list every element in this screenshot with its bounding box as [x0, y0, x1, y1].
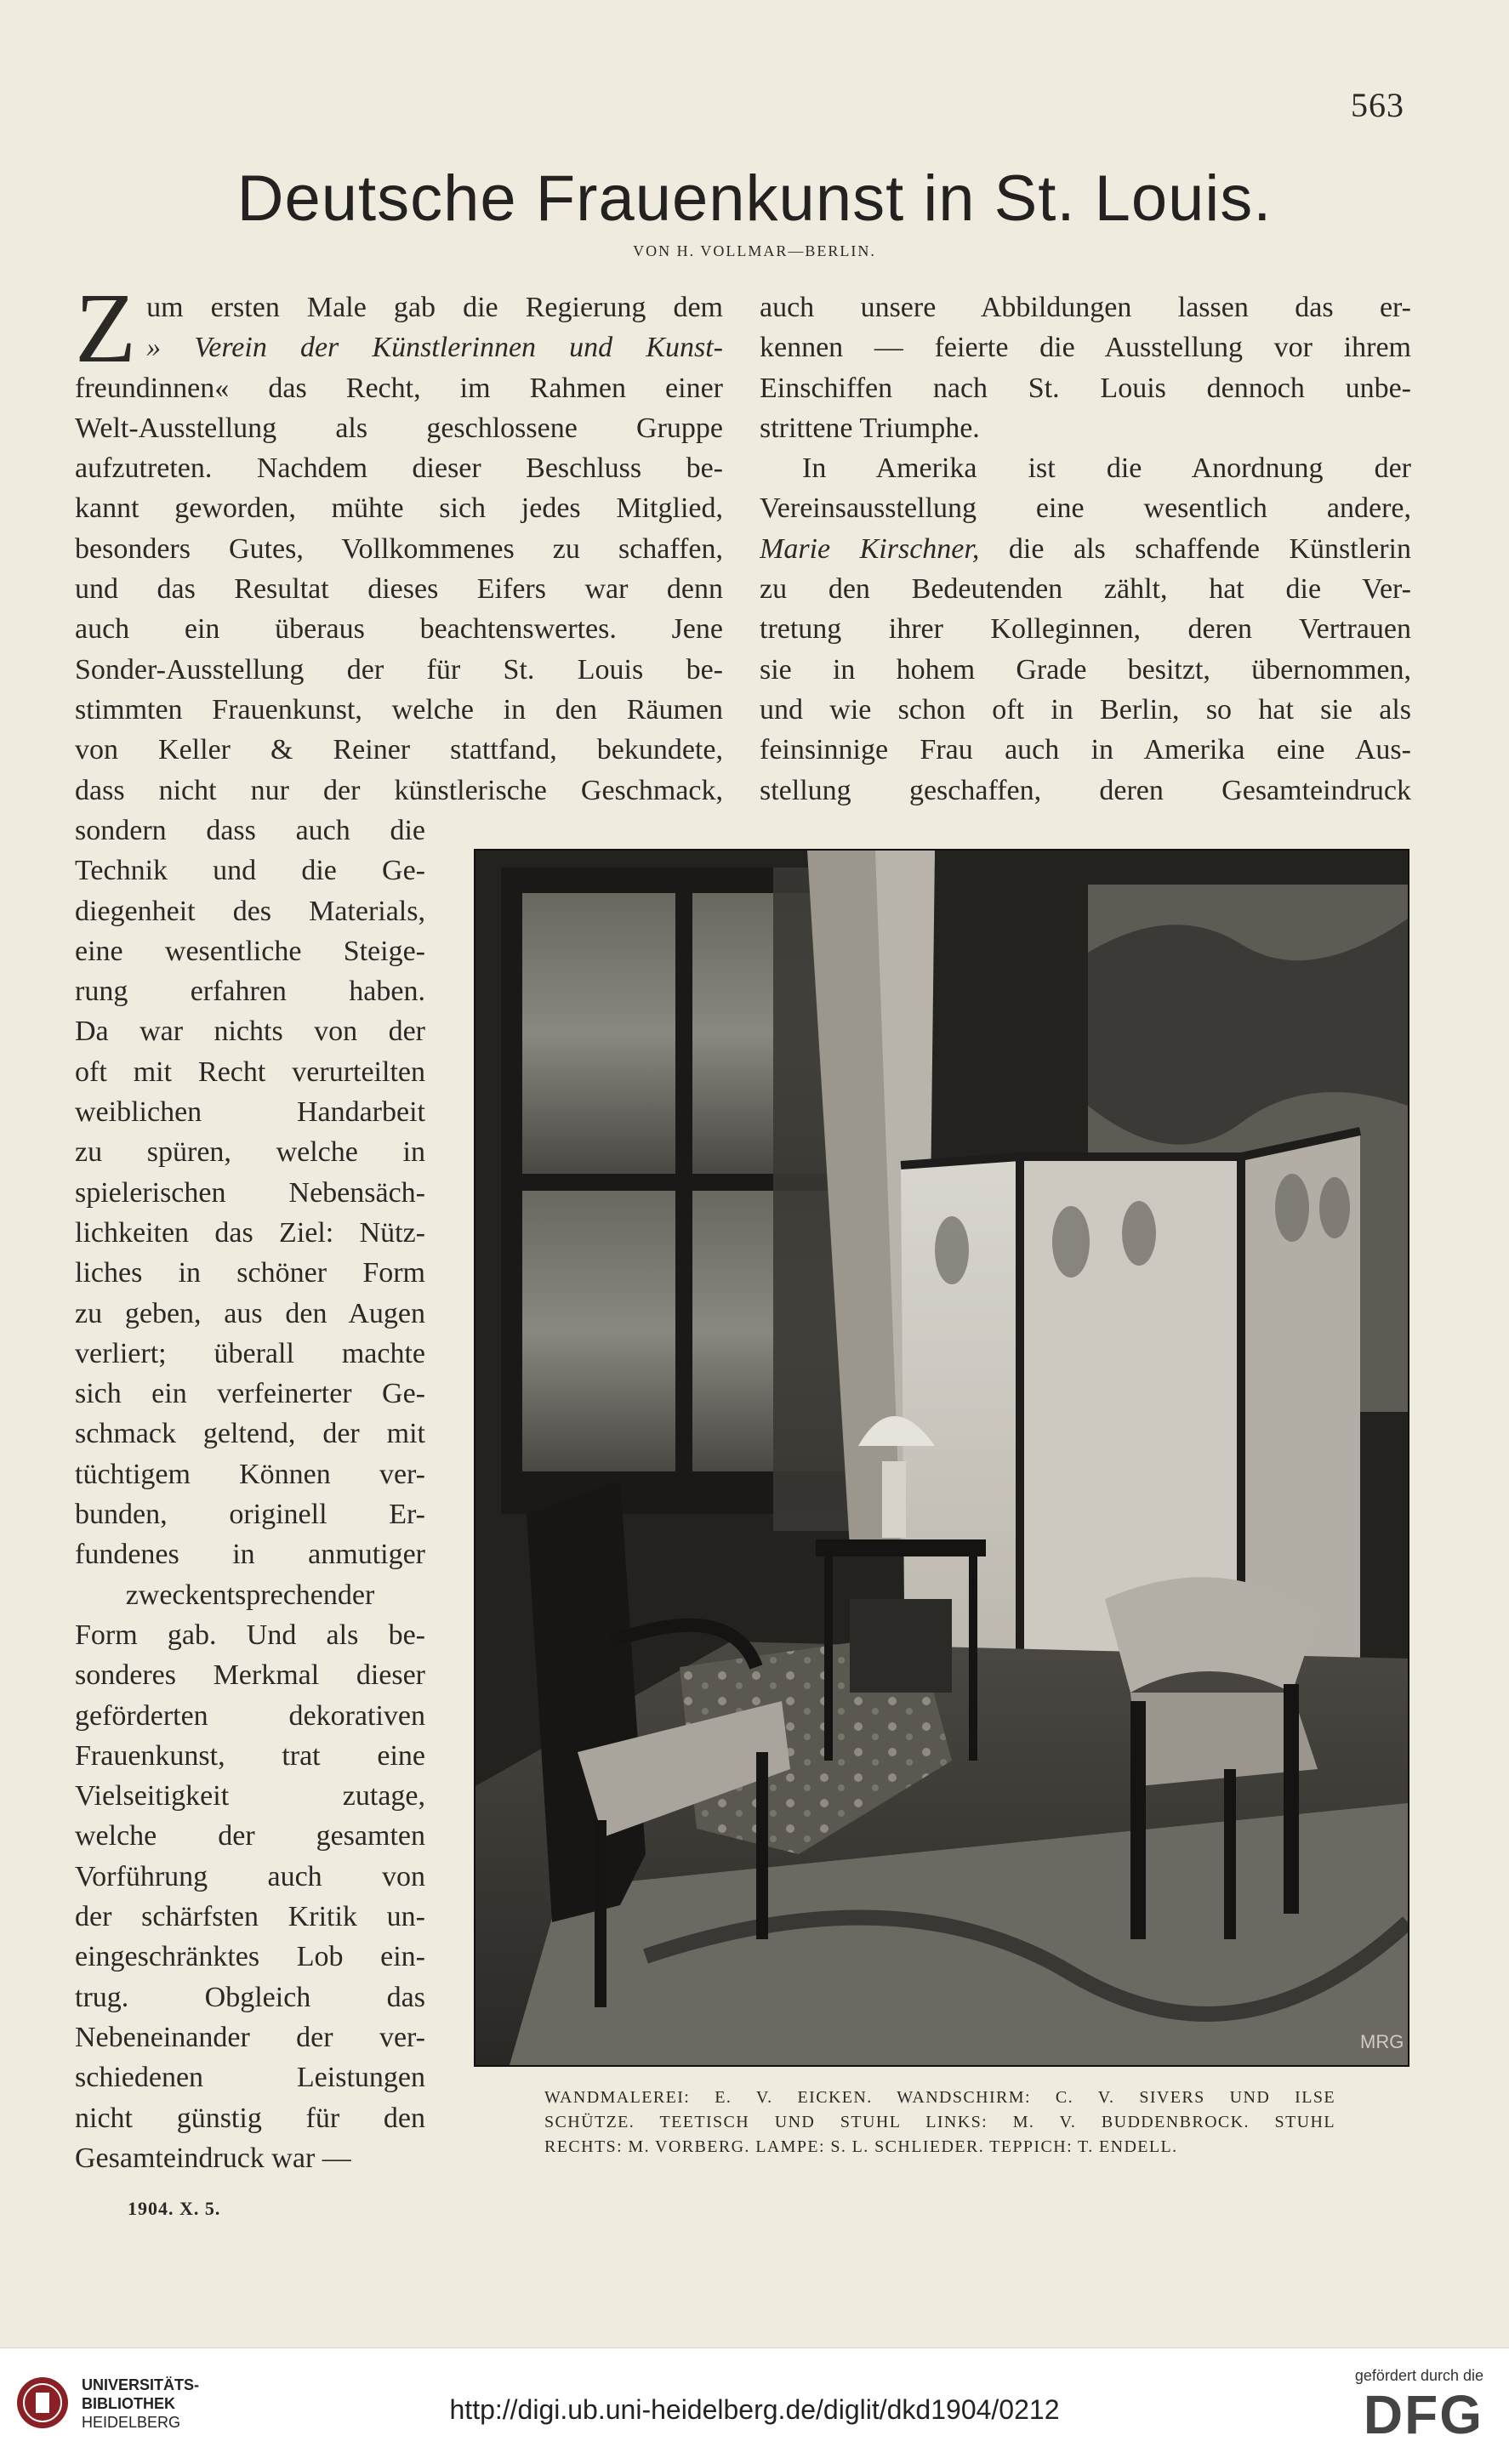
drop-cap: Z: [75, 272, 137, 384]
text-column-right: [760, 287, 1411, 811]
text-line: Nebeneinander der ver-: [75, 2021, 425, 2053]
text-line: um ersten Male gab die Regierung dem: [146, 292, 723, 323]
text-line: von Keller & Reiner stattfand, bekundete,: [75, 734, 723, 766]
text-line: feinsinnige Frau auch in Amerika eine Aus-: [760, 734, 1411, 766]
text-line: aufzutreten. Nachdem dieser Beschluss be-: [75, 452, 723, 485]
text-line: Vereinsausstellung eine wesentlich andere,: [760, 492, 1411, 525]
text-line: auch ein überaus beachtenswertes. Jene: [75, 613, 723, 646]
uni-name-line: HEIDELBERG: [82, 2414, 181, 2431]
text-line: nicht günstig für den: [75, 2102, 425, 2134]
text-line: eingeschränktes Lob ein-: [75, 1941, 425, 1973]
text-line: und wie schon oft in Berlin, so hat sie als: [760, 693, 1411, 726]
artist-name: Marie Kirschner,: [760, 532, 980, 565]
text-line: Sonder-Ausstellung der für St. Louis be-: [75, 653, 723, 686]
photo-monogram: MRG: [1360, 2031, 1404, 2052]
text-line: schiedenen Leistungen: [75, 2062, 425, 2094]
uni-name-line: UNIVERSITÄTS-: [82, 2376, 200, 2393]
text-line: weiblichen Handarbeit: [75, 1096, 425, 1129]
print-signature: 1904. X. 5.: [128, 2198, 221, 2219]
text-line: spielerischen Nebensäch-: [75, 1176, 425, 1209]
text-line: Vorführung auch von: [75, 1860, 425, 1892]
caption-line: SCHÜTZE. TEETISCH UND STUHL LINKS: M. V. BUDDENBROCK. STUHL: [544, 2113, 1335, 2131]
text-line: sondern dass auch die: [75, 815, 425, 846]
photo-illustration: [475, 851, 1408, 2065]
text-line: Vielseitigkeit zutage,: [75, 1780, 425, 1812]
text-line: Gesamteindruck war —: [75, 2142, 351, 2174]
text-line: rung erfahren haben.: [75, 976, 425, 1008]
text-line: sich ein verfeinerter Ge-: [75, 1378, 425, 1410]
text-line: » Verein der Künstlerinnen und Kunst-: [146, 332, 723, 364]
article-byline: VON H. VOLLMAR—BERLIN.: [633, 242, 876, 259]
text-line: schmack geltend, der mit: [75, 1418, 425, 1450]
text-line: stellung geschaffen, deren Gesamteindruck: [760, 774, 1411, 806]
viewer-footer: [0, 2347, 1509, 2464]
text-line: besonders Gutes, Vollkommenes zu schaffen,: [75, 532, 723, 565]
text-line: Form gab. Und als be-: [75, 1619, 425, 1651]
text-line: und das Resultat dieses Eifers war denn: [75, 573, 723, 606]
text-line: Welt-Ausstellung als geschlossene Gruppe: [75, 412, 723, 444]
text-line: sonderes Merkmal dieser: [75, 1659, 425, 1692]
text-line: stimmten Frauenkunst, welche in den Räumen: [75, 693, 723, 726]
text-line-italic-name: Marie Kirschner, die als schaffende Künstlerin: [760, 532, 1411, 565]
text-column-left: [75, 272, 723, 811]
text-line: eine wesentliche Steige-: [75, 935, 425, 967]
dfg-sponsor-label: gefördert durch die: [1354, 2367, 1483, 2384]
text-line: auch unsere Abbildungen lassen das er-: [760, 292, 1411, 323]
text-line: Frauenkunst, trat eine: [75, 1739, 425, 1772]
dfg-logo[interactable]: [1355, 2367, 1483, 2444]
text-line: geförderten dekorativen: [75, 1699, 425, 1732]
text-line: der schärfsten Kritik un-: [75, 1901, 425, 1933]
text-line: zu geben, aus den Augen: [75, 1297, 425, 1329]
text-line: verliert; überall machte: [75, 1337, 425, 1369]
text-line: oft mit Recht verurteilten: [75, 1056, 425, 1088]
caption-line: WANDMALEREI: E. V. EICKEN. WANDSCHIRM: C. V. SIVERS UND ILSE: [544, 2088, 1335, 2107]
text-line: freundinnen« das Recht, im Rahmen einer: [75, 372, 723, 404]
photo-caption: [544, 2086, 1335, 2160]
caption-line: RECHTS: M. VORBERG. LAMPE: S. L. SCHLIEDER. TEPPICH: T. ENDELL.: [544, 2137, 1178, 2156]
text-line: zu den Bedeutenden zählt, hat die Ver-: [760, 573, 1411, 606]
text-line: diegenheit des Materials,: [75, 895, 425, 927]
text-line: Einschiffen nach St. Louis dennoch unbe-: [760, 372, 1411, 404]
text-line: strittene Triumphe.: [760, 412, 980, 444]
text-line: welche der gesamten: [75, 1820, 425, 1852]
text-line: Da war nichts von der: [75, 1016, 425, 1048]
text-line: kennen — feierte die Ausstellung vor ihrem: [760, 332, 1411, 364]
text-line: tretung ihrer Kolleginnen, deren Vertrauen: [760, 613, 1411, 646]
text-line: zweckentsprechender: [125, 1579, 375, 1611]
text-line: bunden, originell Er-: [75, 1499, 425, 1531]
text-line: kannt geworden, mühte sich jedes Mitglied,: [75, 492, 723, 525]
uni-name-line: BIBLIOTHEK: [82, 2395, 175, 2412]
text-line: dass nicht nur der künstlerische Geschmack,: [75, 774, 723, 806]
text-line: fundenes in anmutiger: [75, 1539, 425, 1571]
text-line: sie in hohem Grade besitzt, übernommen,: [760, 653, 1411, 686]
dfg-logo-text: DFG: [1363, 2384, 1483, 2445]
text-column-narrow: [75, 811, 425, 2178]
text-line: liches in schöner Form: [75, 1257, 425, 1289]
text-line: lichkeiten das Ziel: Nütz-: [75, 1216, 425, 1249]
text-line: zu spüren, welche in: [75, 1136, 425, 1169]
interior-photograph: [474, 849, 1409, 2067]
text-line: Technik und die Ge-: [75, 855, 425, 887]
text-line: trug. Obgleich das: [75, 1981, 425, 2013]
text-line: In Amerika ist die Anordnung der: [802, 452, 1411, 485]
permalink-url[interactable]: http://digi.ub.uni-heidelberg.de/diglit/dkd1904/0212: [449, 2394, 1060, 2425]
text-line: tüchtigem Können ver-: [75, 1458, 425, 1490]
article-title: Deutsche Frauenkunst in St. Louis.: [236, 162, 1273, 235]
page-number: 563: [1351, 86, 1404, 124]
